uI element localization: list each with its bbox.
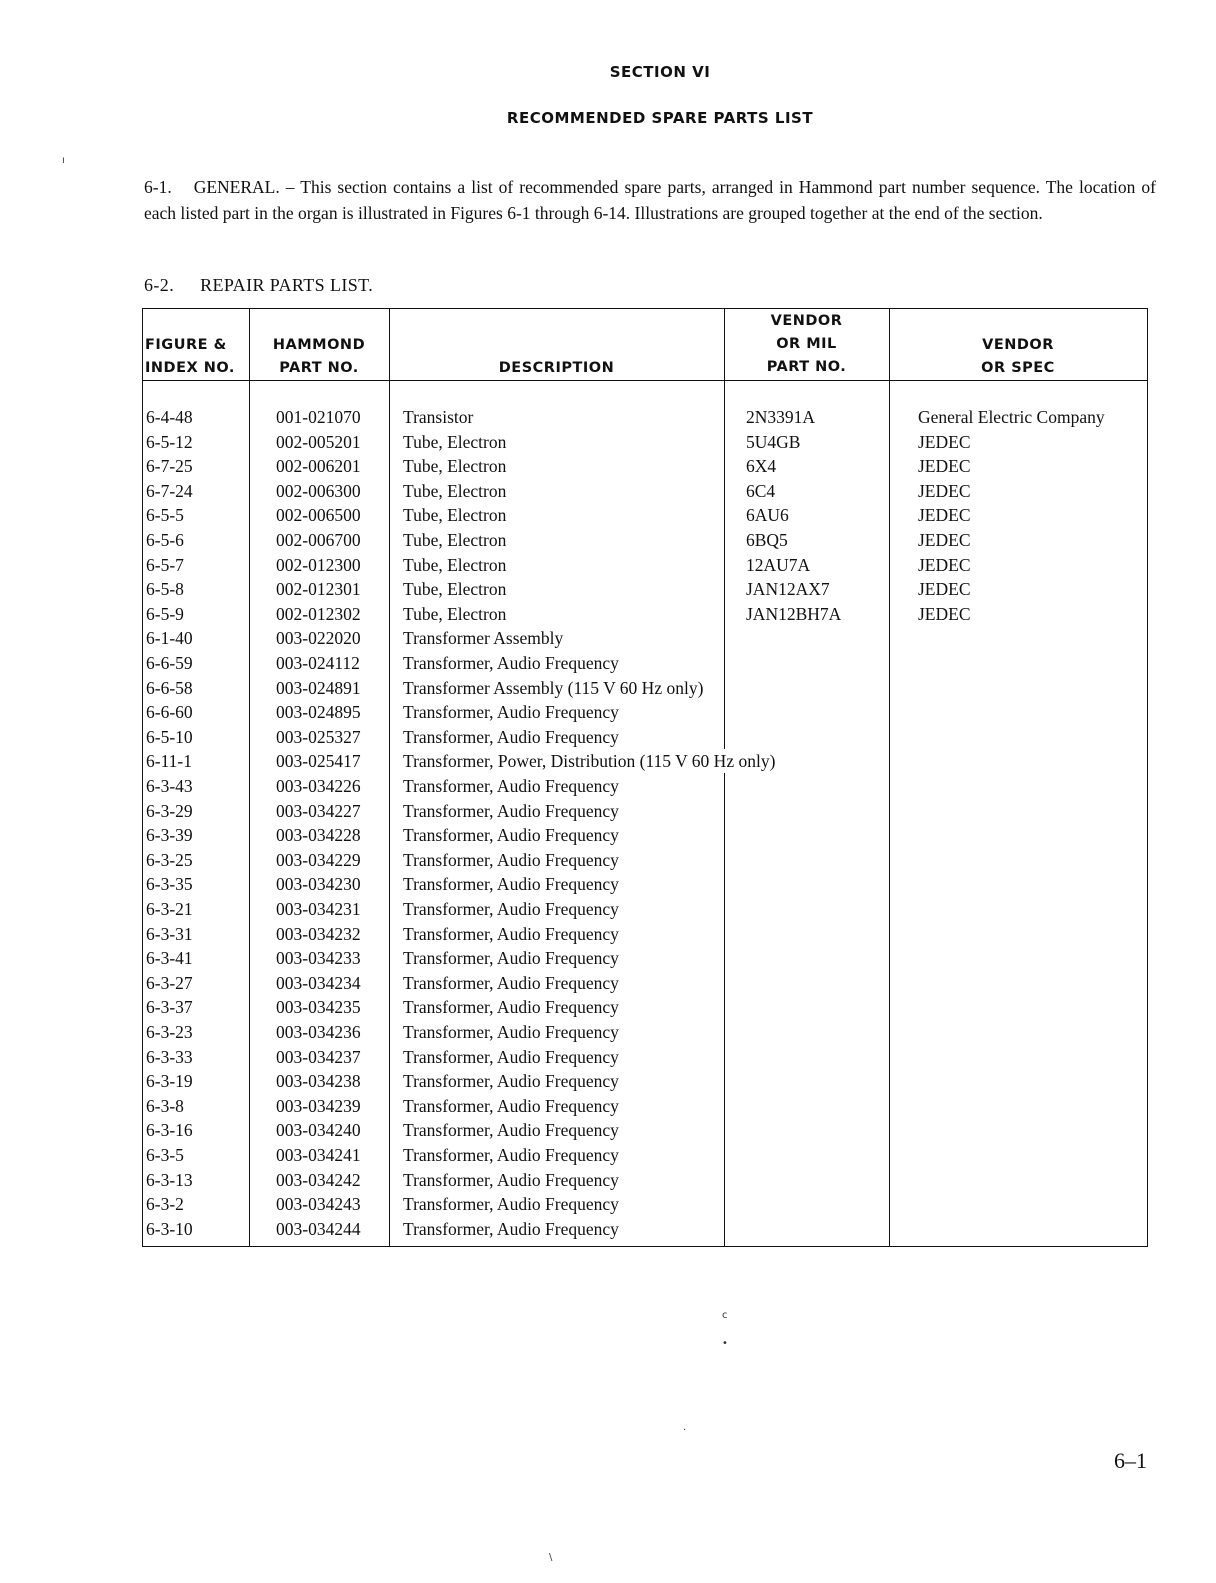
table-row bbox=[143, 922, 1147, 947]
cell-desc: Tube, Electron bbox=[403, 530, 507, 550]
cell-desc: Transformer, Audio Frequency bbox=[403, 1145, 619, 1165]
table-row bbox=[143, 479, 1147, 504]
table-row bbox=[143, 1168, 1147, 1193]
table-row bbox=[143, 1192, 1147, 1217]
table-row bbox=[143, 725, 1147, 750]
cell-part: 002-012301 bbox=[276, 579, 361, 600]
general-paragraph-text: GENERAL. – This section contains a list of recommended spare parts, arranged in Hammond part number sequence. The location of each listed part in the organ is illustrated in Figures 6-1 through 6-14. Illustrations are grouped together at the end of the section. bbox=[144, 177, 1156, 223]
repair-parts-heading bbox=[144, 275, 373, 296]
cell-part: 002-006500 bbox=[276, 505, 361, 526]
header-vendor-line1: VENDOR bbox=[770, 313, 843, 329]
scan-speck: ı bbox=[62, 155, 65, 166]
cell-part: 003-034242 bbox=[276, 1169, 361, 1190]
cell-part: 001-021070 bbox=[276, 407, 361, 427]
cell-fig: 6-3-23 bbox=[146, 1022, 193, 1042]
cell-desc: Tube, Electron bbox=[403, 431, 507, 452]
header-vendor-spec bbox=[889, 334, 1147, 380]
table-row bbox=[143, 553, 1147, 578]
header-spec-line1: VENDOR bbox=[982, 337, 1054, 353]
cell-desc: Transformer, Audio Frequency bbox=[403, 874, 619, 895]
repair-parts-title: REPAIR PARTS LIST. bbox=[200, 275, 374, 295]
cell-fig: 6-3-19 bbox=[146, 1071, 193, 1092]
cell-part: 003-034230 bbox=[276, 874, 361, 895]
general-paragraph-number: 6-1. bbox=[144, 177, 172, 197]
table-row bbox=[143, 503, 1147, 528]
cell-part: 002-012300 bbox=[276, 554, 361, 575]
cell-spec: JEDEC bbox=[918, 554, 971, 575]
cell-part: 002-012302 bbox=[276, 603, 361, 624]
header-figure-index bbox=[145, 334, 235, 380]
cell-fig: 6-3-16 bbox=[146, 1120, 193, 1141]
cell-vendor: JAN12AX7 bbox=[746, 579, 830, 600]
cell-desc: Tube, Electron bbox=[403, 603, 507, 624]
cell-desc: Transformer, Audio Frequency bbox=[403, 923, 619, 944]
cell-desc: Transformer, Audio Frequency bbox=[403, 1120, 619, 1141]
cell-vendor: 6BQ5 bbox=[746, 530, 788, 550]
cell-fig: 6-3-13 bbox=[146, 1169, 193, 1190]
cell-desc: Tube, Electron bbox=[403, 505, 507, 526]
cell-fig: 6-11-1 bbox=[146, 751, 193, 772]
cell-part: 003-034235 bbox=[276, 997, 361, 1018]
cell-desc: Transformer, Audio Frequency bbox=[403, 948, 619, 969]
cell-fig: 6-6-59 bbox=[146, 653, 193, 673]
cell-desc: Transformer, Audio Frequency bbox=[403, 653, 619, 673]
cell-part: 003-024891 bbox=[276, 677, 361, 698]
cell-part: 003-034227 bbox=[276, 800, 361, 821]
cell-part: 003-034231 bbox=[276, 899, 361, 919]
scan-speck: · bbox=[683, 1425, 687, 1436]
cell-fig: 6-3-39 bbox=[146, 825, 193, 846]
cell-part: 003-034226 bbox=[276, 776, 361, 796]
cell-part: 003-034244 bbox=[276, 1218, 361, 1239]
table-row bbox=[143, 872, 1147, 897]
cell-part: 003-034240 bbox=[276, 1120, 361, 1141]
cell-desc: Transformer, Audio Frequency bbox=[403, 1046, 619, 1067]
cell-fig: 6-3-10 bbox=[146, 1218, 193, 1239]
cell-fig: 6-3-43 bbox=[146, 776, 193, 796]
cell-part: 003-024112 bbox=[276, 653, 360, 673]
cell-spec: General Electric Company bbox=[918, 407, 1105, 427]
cell-part: 003-034234 bbox=[276, 972, 361, 993]
cell-desc: Transformer, Audio Frequency bbox=[403, 776, 619, 796]
cell-vendor: 6C4 bbox=[746, 480, 776, 501]
header-spec-line2: OR SPEC bbox=[981, 360, 1055, 376]
header-part-line1: HAMMOND bbox=[272, 337, 366, 353]
cell-fig: 6-5-12 bbox=[146, 431, 193, 452]
header-hammond-part bbox=[249, 334, 389, 380]
cell-fig: 6-6-58 bbox=[146, 677, 193, 698]
cell-fig: 6-7-24 bbox=[146, 480, 193, 501]
cell-desc: Transformer, Audio Frequency bbox=[403, 899, 619, 919]
cell-desc: Transformer Assembly (115 V 60 Hz only) bbox=[403, 676, 707, 700]
cell-fig: 6-3-35 bbox=[146, 874, 193, 895]
table-row bbox=[143, 946, 1147, 971]
table-row bbox=[143, 995, 1147, 1020]
section-title: SECTION VI bbox=[609, 63, 711, 81]
cell-fig: 6-3-31 bbox=[146, 923, 193, 944]
cell-desc: Transformer, Audio Frequency bbox=[403, 972, 619, 993]
cell-fig: 6-3-33 bbox=[146, 1046, 193, 1067]
table-row bbox=[143, 1118, 1147, 1143]
header-vendor-part bbox=[724, 310, 889, 379]
header-vendor-line3: PART NO. bbox=[766, 359, 847, 375]
cell-desc: Transformer Assembly bbox=[403, 628, 564, 649]
cell-desc: Transformer, Audio Frequency bbox=[403, 1095, 619, 1116]
spare-parts-table bbox=[142, 308, 1148, 1247]
table-row bbox=[143, 602, 1147, 627]
cell-desc: Transformer, Power, Distribution (115 V 60 Hz only) bbox=[403, 749, 779, 773]
table-row bbox=[143, 651, 1147, 676]
cell-part: 003-025417 bbox=[276, 751, 361, 772]
cell-fig: 6-5-9 bbox=[146, 603, 184, 624]
cell-vendor: 2N3391A bbox=[746, 407, 816, 427]
cell-fig: 6-3-41 bbox=[146, 948, 193, 969]
cell-part: 002-006300 bbox=[276, 480, 361, 501]
table-row bbox=[143, 577, 1147, 602]
table-row bbox=[143, 700, 1147, 725]
cell-fig: 6-3-21 bbox=[146, 899, 193, 919]
cell-part: 003-034229 bbox=[276, 849, 361, 870]
cell-fig: 6-5-8 bbox=[146, 579, 184, 600]
table-row bbox=[143, 1045, 1147, 1070]
cell-part: 003-025327 bbox=[276, 726, 361, 747]
cell-fig: 6-4-48 bbox=[146, 407, 193, 427]
cell-fig: 6-3-8 bbox=[146, 1095, 184, 1116]
header-divider bbox=[143, 380, 1147, 381]
repair-parts-number: 6-2. bbox=[144, 275, 175, 295]
cell-spec: JEDEC bbox=[918, 456, 971, 477]
cell-desc: Tube, Electron bbox=[403, 579, 507, 600]
table-row bbox=[143, 749, 1147, 774]
table-row bbox=[143, 823, 1147, 848]
cell-fig: 6-3-2 bbox=[146, 1194, 184, 1215]
cell-desc: Transformer, Audio Frequency bbox=[403, 800, 619, 821]
table-row bbox=[143, 1094, 1147, 1119]
table-row bbox=[143, 848, 1147, 873]
cell-part: 003-034237 bbox=[276, 1046, 361, 1067]
cell-fig: 6-3-29 bbox=[146, 800, 193, 821]
header-figure-line2: INDEX NO. bbox=[145, 360, 235, 376]
cell-part: 002-006700 bbox=[276, 530, 361, 550]
cell-desc: Transformer, Audio Frequency bbox=[403, 726, 619, 747]
table-row bbox=[143, 405, 1147, 430]
scan-speck: • bbox=[722, 1338, 728, 1349]
cell-fig: 6-3-25 bbox=[146, 849, 193, 870]
cell-part: 003-034228 bbox=[276, 825, 361, 846]
header-figure-line1: FIGURE & bbox=[145, 337, 227, 353]
scan-speck: \ bbox=[549, 1552, 553, 1563]
document-title: RECOMMENDED SPARE PARTS LIST bbox=[506, 109, 814, 127]
header-description: DESCRIPTION bbox=[498, 360, 615, 376]
cell-desc: Tube, Electron bbox=[403, 554, 507, 575]
cell-part: 003-034232 bbox=[276, 923, 361, 944]
cell-spec: JEDEC bbox=[918, 579, 971, 600]
cell-fig: 6-1-40 bbox=[146, 628, 193, 649]
page-number: 6–1 bbox=[1114, 1448, 1147, 1473]
cell-desc: Transformer, Audio Frequency bbox=[403, 702, 619, 723]
cell-spec: JEDEC bbox=[918, 530, 971, 550]
cell-desc: Transformer, Audio Frequency bbox=[403, 1169, 619, 1190]
header-part-line2: PART NO. bbox=[279, 360, 359, 376]
table-row bbox=[143, 676, 1147, 701]
table-row bbox=[143, 1069, 1147, 1094]
table-row bbox=[143, 454, 1147, 479]
cell-part: 003-022020 bbox=[276, 628, 361, 649]
cell-spec: JEDEC bbox=[918, 431, 971, 452]
cell-fig: 6-5-10 bbox=[146, 726, 193, 747]
cell-fig: 6-7-25 bbox=[146, 456, 193, 477]
cell-desc: Tube, Electron bbox=[403, 456, 507, 477]
cell-desc: Transformer, Audio Frequency bbox=[403, 1218, 619, 1239]
cell-fig: 6-3-5 bbox=[146, 1145, 184, 1165]
table-row bbox=[143, 626, 1147, 651]
cell-fig: 6-6-60 bbox=[146, 702, 193, 723]
cell-vendor: 6X4 bbox=[746, 456, 777, 477]
cell-spec: JEDEC bbox=[918, 505, 971, 526]
cell-part: 002-006201 bbox=[276, 456, 361, 477]
cell-spec: JEDEC bbox=[918, 603, 971, 624]
cell-vendor: 6AU6 bbox=[746, 505, 789, 526]
cell-fig: 6-3-37 bbox=[146, 997, 193, 1018]
table-row bbox=[143, 897, 1147, 922]
cell-vendor: 12AU7A bbox=[746, 554, 811, 575]
cell-fig: 6-3-27 bbox=[146, 972, 193, 993]
cell-part: 002-005201 bbox=[276, 431, 361, 452]
cell-part: 003-024895 bbox=[276, 702, 361, 723]
cell-desc: Transformer, Audio Frequency bbox=[403, 997, 619, 1018]
cell-fig: 6-5-5 bbox=[146, 505, 184, 526]
cell-spec: JEDEC bbox=[918, 480, 971, 501]
cell-part: 003-034238 bbox=[276, 1071, 361, 1092]
cell-part: 003-034236 bbox=[276, 1022, 361, 1042]
table-row bbox=[143, 430, 1147, 455]
cell-part: 003-034241 bbox=[276, 1145, 361, 1165]
table-row bbox=[143, 774, 1147, 799]
general-paragraph bbox=[144, 174, 1156, 226]
cell-part: 003-034233 bbox=[276, 948, 361, 969]
cell-desc: Transformer, Audio Frequency bbox=[403, 1071, 619, 1092]
cell-part: 003-034243 bbox=[276, 1194, 361, 1215]
cell-vendor: JAN12BH7A bbox=[746, 603, 842, 624]
cell-desc: Tube, Electron bbox=[403, 480, 507, 501]
cell-desc: Transformer, Audio Frequency bbox=[403, 849, 619, 870]
table-row bbox=[143, 528, 1147, 553]
table-row bbox=[143, 1143, 1147, 1168]
cell-desc: Transformer, Audio Frequency bbox=[403, 825, 619, 846]
table-row bbox=[143, 971, 1147, 996]
table-row bbox=[143, 1217, 1147, 1242]
cell-part: 003-034239 bbox=[276, 1095, 361, 1116]
cell-desc: Transformer, Audio Frequency bbox=[403, 1022, 619, 1042]
cell-vendor: 5U4GB bbox=[746, 431, 801, 452]
table-row bbox=[143, 1020, 1147, 1045]
cell-fig: 6-5-6 bbox=[146, 530, 184, 550]
cell-fig: 6-5-7 bbox=[146, 554, 184, 575]
cell-desc: Transformer, Audio Frequency bbox=[403, 1194, 619, 1215]
table-row bbox=[143, 799, 1147, 824]
cell-desc: Transistor bbox=[403, 407, 474, 427]
header-vendor-line2: OR MIL bbox=[776, 336, 837, 352]
scan-speck: c bbox=[722, 1310, 728, 1321]
